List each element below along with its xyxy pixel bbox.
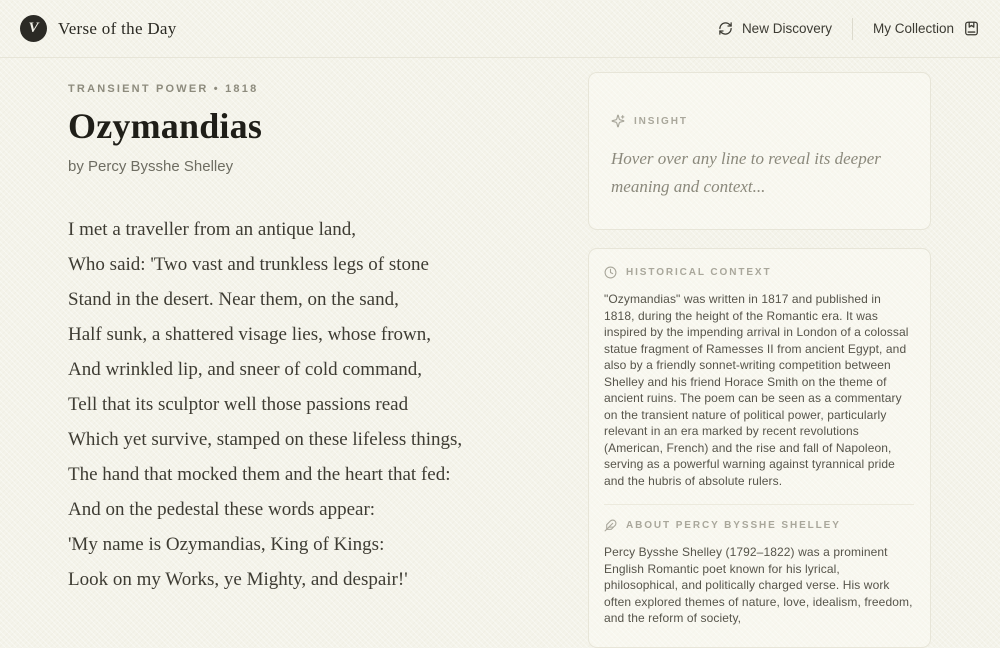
about-author-header bbox=[604, 519, 914, 532]
about-author-section bbox=[604, 519, 914, 627]
new-discovery-button[interactable] bbox=[718, 21, 832, 36]
poem-line[interactable]: 'My name is Ozymandias, King of Kings: bbox=[68, 534, 385, 555]
historical-context-section bbox=[604, 266, 914, 489]
historical-context-header bbox=[604, 266, 914, 279]
clock-icon bbox=[604, 266, 617, 279]
sparkles-icon bbox=[611, 114, 625, 128]
header-divider bbox=[852, 18, 853, 40]
new-discovery-label: New Discovery bbox=[741, 21, 832, 36]
my-collection-label: My Collection bbox=[872, 21, 954, 36]
historical-context-body: "Ozymandias" was written in 1817 and published in 1818, during the height of the Romantic era. It was inspired by the impending arrival in London of a colossal statue fragment of Ramesses II from ancient Egypt, and also by a friendly sonnet-writing competition between Shelley and his friend Horace Smith on the theme of ancient ruins. The poem can be seen as a commentary on the transient nature of political power, particularly relevant in an era marked by recent revolutions (American, French) and the rise and fall of Napoleon, serving as a powerful warning against tyrannical pride and the hubris of absolute rulers. bbox=[604, 292, 909, 488]
context-card bbox=[588, 248, 931, 648]
poem-line[interactable]: And wrinkled lip, and sneer of cold command, bbox=[68, 359, 423, 380]
refresh-icon bbox=[718, 21, 733, 36]
poem-line[interactable]: Look on my Works, ye Mighty, and despair!' bbox=[68, 569, 408, 590]
header-actions bbox=[718, 18, 980, 40]
poem-title: Ozymandias bbox=[68, 106, 263, 146]
insight-card bbox=[588, 72, 931, 230]
sidebar bbox=[588, 58, 931, 648]
poem-line[interactable]: I met a traveller from an antique land, bbox=[68, 219, 357, 240]
about-author-label: ABOUT PERCY BYSSHE SHELLEY bbox=[626, 520, 841, 531]
insight-label: INSIGHT bbox=[634, 115, 688, 127]
card-section-divider bbox=[604, 504, 914, 505]
poem-line[interactable]: Who said: 'Two vast and trunkless legs of stone bbox=[68, 254, 429, 275]
poem-line[interactable]: The hand that mocked them and the heart that fed: bbox=[68, 464, 451, 485]
logo-letter: V bbox=[28, 20, 39, 36]
feather-icon bbox=[604, 519, 617, 532]
poem-lines bbox=[68, 215, 588, 600]
app-logo bbox=[20, 15, 47, 42]
poem-eyebrow: TRANSIENT POWER • 1818 bbox=[68, 83, 259, 95]
main-content bbox=[0, 58, 1000, 648]
app-title: Verse of the Day bbox=[58, 18, 177, 38]
poem-line[interactable]: Tell that its sculptor well those passions read bbox=[68, 394, 409, 415]
my-collection-button[interactable] bbox=[873, 20, 980, 37]
insight-header bbox=[611, 114, 908, 128]
about-author-body: Percy Bysshe Shelley (1792–1822) was a prominent English Romantic poet known for his lyrical, philosophical, and politically charged verse. His work often explored themes of nature, love, idealism, freedom, and the reform of society, bbox=[604, 545, 913, 625]
header bbox=[0, 0, 1000, 58]
brand[interactable] bbox=[20, 15, 177, 42]
poem-section bbox=[68, 58, 588, 600]
insight-body: Hover over any line to reveal its deeper meaning and context... bbox=[611, 149, 881, 196]
poem-line[interactable]: Which yet survive, stamped on these lifeless things, bbox=[68, 429, 463, 450]
historical-context-label: HISTORICAL CONTEXT bbox=[626, 267, 772, 278]
book-marked-icon bbox=[963, 20, 980, 37]
poem-line[interactable]: And on the pedestal these words appear: bbox=[68, 499, 376, 520]
poem-line[interactable]: Half sunk, a shattered visage lies, whose frown, bbox=[68, 324, 432, 345]
poem-byline: by Percy Bysshe Shelley bbox=[68, 158, 234, 175]
poem-line[interactable]: Stand in the desert. Near them, on the sand, bbox=[68, 289, 399, 310]
